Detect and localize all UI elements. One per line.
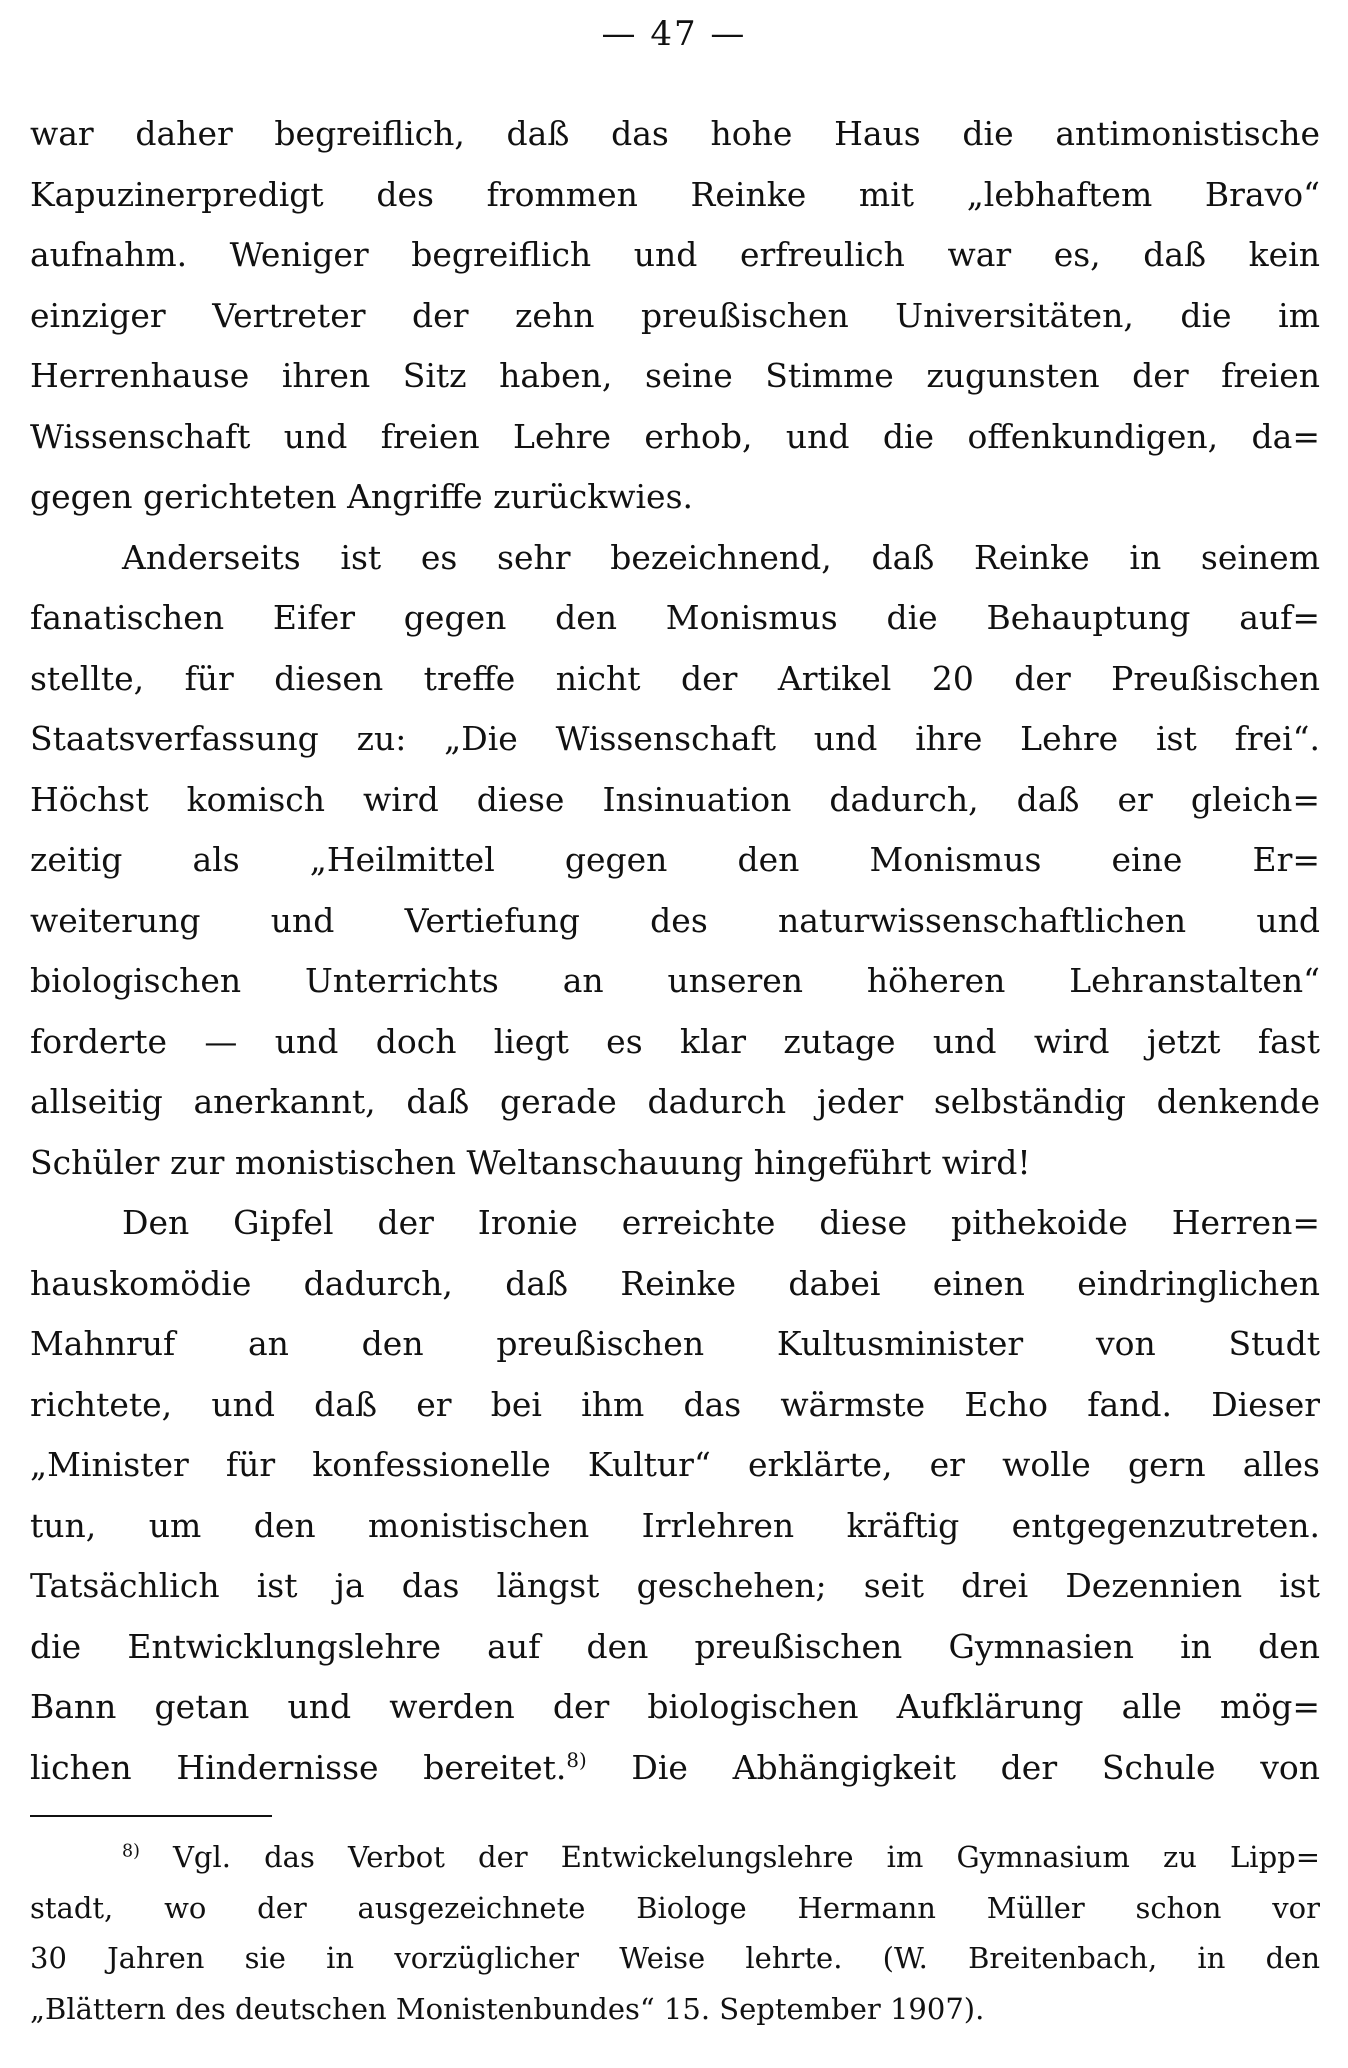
footnote-line: [30, 1832, 1320, 1883]
text-line: war daher begreiflich, daß das hohe Haus die antimonistische: [30, 114, 1320, 153]
text-line: richtete, und daß er bei ihm das wärmste Echo fand. Dieser: [30, 1384, 1320, 1424]
text-line: die Entwicklungslehre auf den preußischen Gymnasien in den: [30, 1626, 1320, 1666]
text-line: Wissenschaft und freien Lehre erhob, und die offenkundigen, da=: [30, 416, 1320, 456]
footnote: [30, 1832, 1320, 2034]
footnote-line: 30 Jahren sie in vorzüglicher Weise lehrte. (W. Breitenbach, in den: [30, 1941, 1320, 1975]
text-line: einziger Vertreter der zehn preußischen Universitäten, die im: [30, 295, 1320, 335]
text-line: Anderseits ist es sehr bezeichnend, daß Reinke in seinem: [122, 537, 1320, 577]
footnote-reference: 8): [566, 1748, 587, 1772]
text-segment: Vgl. das Verbot der Entwickelungslehre im Gymnasium zu Lipp=: [172, 1840, 1320, 1874]
text-line: Herrenhause ihren Sitz haben, seine Stimme zugunsten der freien: [30, 356, 1320, 395]
text-line: „Minister für konfessionelle Kultur“ erklärte, er wolle gern alles: [30, 1445, 1320, 1484]
text-segment: lichen Hindernisse bereitet.: [30, 1747, 567, 1787]
text-line: Mahnruf an den preußischen Kultusminister von Studt: [30, 1324, 1320, 1363]
text-line: allseitig anerkannt, daß gerade dadurch jeder selbständig denkende: [30, 1082, 1320, 1121]
footnote-line: „Blättern des deutschen Monistenbundes“ 15. September 1907).: [30, 1991, 985, 2026]
text-line: gegen gerichteten Angriffe zurückwies.: [30, 477, 693, 516]
text-line: zeitig als „Heilmittel gegen den Monismus eine Er=: [30, 840, 1320, 879]
text-line: forderte — und doch liegt es klar zutage und wird jetzt fast: [30, 1021, 1320, 1061]
text-line: Tatsächlich ist ja das längst geschehen; seit drei Dezennien ist: [30, 1566, 1320, 1605]
text-line: [30, 1738, 1320, 1799]
text-line: fanatischen Eifer gegen den Monismus die Behauptung auf=: [30, 598, 1320, 637]
text-line: Kapuzinerpredigt des frommen Reinke mit „lebhaftem Bravo“: [30, 174, 1320, 214]
footnote-marker: 8): [122, 1841, 140, 1862]
text-line: Höchst komisch wird diese Insinuation dadurch, daß er gleich=: [30, 779, 1320, 819]
footnote-divider: [30, 1815, 272, 1817]
text-line: stellte, für diesen treffe nicht der Artikel 20 der Preußischen: [30, 658, 1320, 698]
text-line: tun, um den monistischen Irrlehren kräftig entgegenzutreten.: [30, 1505, 1320, 1545]
text-line: Bann getan und werden der biologischen Aufklärung alle mög=: [30, 1687, 1320, 1726]
page-number: — 47 —: [601, 14, 747, 54]
footnote-line: stadt, wo der ausgezeichnete Biologe Hermann Müller schon vor: [30, 1890, 1320, 1925]
main-text: [30, 104, 1320, 1798]
text-segment: Die Abhängigkeit der Schule von: [631, 1747, 1320, 1787]
text-line: Den Gipfel der Ironie erreichte diese pithekoide Herren=: [122, 1203, 1320, 1242]
text-line: Staatsverfassung zu: „Die Wissenschaft und ihre Lehre ist frei“.: [30, 719, 1320, 758]
text-line: aufnahm. Weniger begreiflich und erfreulich war es, daß kein: [30, 235, 1320, 274]
text-line: weiterung und Vertiefung des naturwissenschaftlichen und: [30, 900, 1320, 940]
text-line: biologischen Unterrichts an unseren höheren Lehranstalten“: [30, 961, 1320, 1000]
text-line: Schüler zur monistischen Weltanschauung hingeführt wird!: [30, 1142, 1031, 1182]
text-line: hauskomödie dadurch, daß Reinke dabei einen eindringlichen: [30, 1263, 1320, 1303]
